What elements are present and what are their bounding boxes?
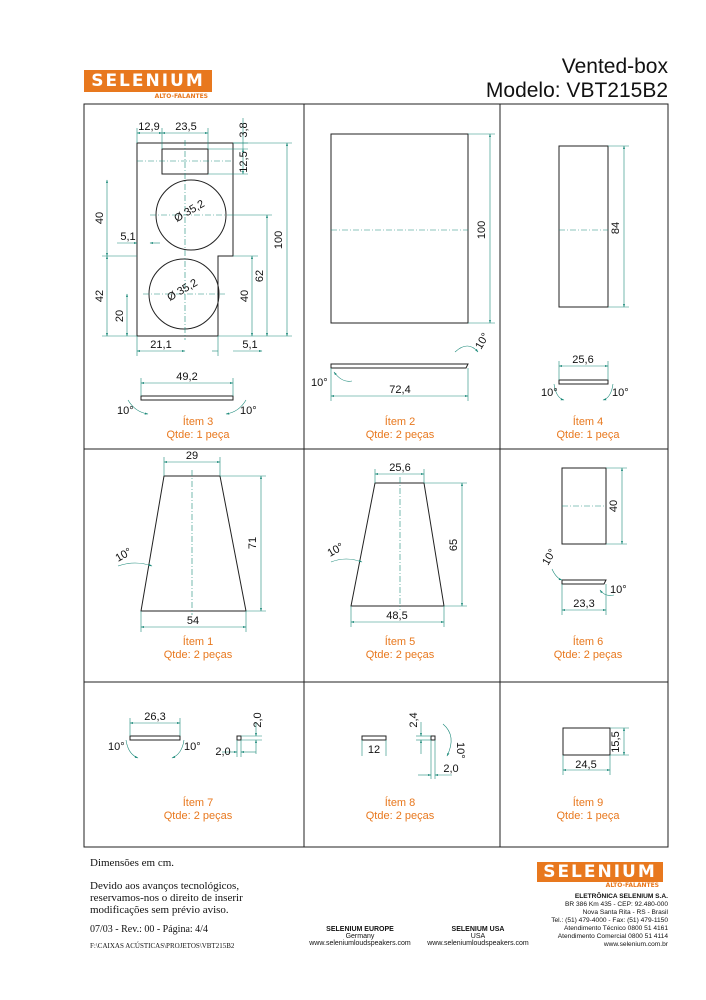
item5-trapezoid bbox=[351, 483, 444, 606]
item8-label: Ítem 8 bbox=[384, 797, 416, 809]
item7-section bbox=[237, 736, 241, 740]
dim-i5-bot485: 48,5 bbox=[386, 610, 408, 622]
dim-i3-bot51: 5,1 bbox=[242, 339, 258, 351]
revision: 07/03 - Rev.: 00 - Página: 4/4 bbox=[90, 924, 208, 935]
europe-contact bbox=[300, 926, 420, 947]
item4-label: Ítem 4 bbox=[572, 416, 604, 428]
dim-i8-w12: 12 bbox=[367, 744, 381, 756]
usa-contact bbox=[418, 926, 538, 947]
dim-i4-h84: 84 bbox=[610, 221, 622, 235]
dim-i3-slot: 12,5 bbox=[238, 151, 250, 173]
dim-i7-t20a: 2,0 bbox=[252, 712, 264, 728]
footer-brand-logo bbox=[537, 862, 663, 889]
dim-i3-r40: 40 bbox=[239, 289, 251, 303]
item6-side-view bbox=[562, 580, 606, 584]
address-line: BR 386 Km 435 - CEP: 92.480-000 bbox=[565, 901, 668, 908]
item8-qty: Qtde: 2 peças bbox=[365, 810, 435, 822]
address-line: Tel.: (51) 479-4000 - Fax: (51) 479-1150 bbox=[551, 917, 668, 924]
dim-i3-bot211: 21,1 bbox=[150, 339, 172, 351]
item5-drawing bbox=[331, 469, 467, 627]
company-address bbox=[551, 893, 668, 949]
footer-logo-text: SELENIUM bbox=[537, 862, 663, 882]
dim-i5-top256: 25,6 bbox=[389, 462, 411, 474]
angle-label: 10° bbox=[473, 331, 492, 352]
dim-i9-w245: 24,5 bbox=[575, 759, 597, 771]
dim-i3-left42: 42 bbox=[94, 289, 106, 303]
item9-panel bbox=[563, 728, 610, 755]
europe-title: SELENIUM EUROPE bbox=[326, 926, 394, 933]
address-line: Atendimento Comercial 0800 51 4114 bbox=[557, 933, 668, 940]
item4-side-view bbox=[559, 380, 608, 384]
item3-side-view bbox=[141, 396, 233, 400]
dim-i2-w724: 72,4 bbox=[389, 384, 411, 396]
dim-i5-h65: 65 bbox=[448, 538, 460, 552]
dim-i3-r62: 62 bbox=[254, 269, 266, 283]
angle-label: 10° bbox=[612, 387, 629, 399]
angle-label: 10° bbox=[311, 377, 328, 389]
units-note: Dimensões em cm. bbox=[90, 857, 175, 869]
item3-drawing bbox=[102, 118, 292, 414]
item7-label: Ítem 7 bbox=[182, 797, 214, 809]
item2-label: Ítem 2 bbox=[384, 416, 416, 428]
dim-i3-dia1: Ø 35,2 bbox=[172, 197, 207, 225]
angle-label: 10° bbox=[325, 540, 346, 560]
item1-label: Ítem 1 bbox=[182, 636, 214, 648]
item9-label: Ítem 9 bbox=[572, 797, 604, 809]
dim-i7-t20b: 2,0 bbox=[215, 746, 231, 758]
notice-line: modificações sem prévio aviso. bbox=[90, 904, 229, 916]
dim-i3-port: 5,1 bbox=[120, 231, 136, 243]
notice bbox=[90, 880, 243, 916]
usa-country: USA bbox=[470, 933, 486, 940]
item7-qty: Qtde: 2 peças bbox=[163, 810, 233, 822]
europe-country: Germany bbox=[345, 933, 375, 940]
angle-label: 10° bbox=[610, 584, 627, 596]
dim-i3-h100: 100 bbox=[273, 230, 285, 250]
item3-qty: Qtde: 1 peça bbox=[166, 429, 230, 441]
dim-i3-left40: 40 bbox=[94, 211, 106, 225]
footer-logo-subtitle: ALTO-FALANTES bbox=[605, 882, 659, 889]
item2-qty: Qtde: 2 peças bbox=[365, 429, 435, 441]
item3-label: Ítem 3 bbox=[182, 416, 214, 428]
dim-i8-w20: 2,0 bbox=[443, 763, 459, 775]
brand-logo-text: SELENIUM bbox=[84, 70, 212, 92]
title-line-2: Modelo: VBT215B2 bbox=[485, 79, 668, 102]
dim-i7-w263: 26,3 bbox=[144, 711, 166, 723]
dim-i2-h100: 100 bbox=[476, 220, 488, 240]
item5-qty: Qtde: 2 peças bbox=[365, 649, 435, 661]
dim-i1-h71: 71 bbox=[247, 536, 259, 550]
angle-label: 10° bbox=[108, 741, 125, 753]
dim-i1-top29: 29 bbox=[185, 450, 199, 462]
dim-i6-h40: 40 bbox=[608, 499, 620, 513]
notice-line: Devido aos avanços tecnológicos, bbox=[90, 880, 240, 892]
dim-i9-h155: 15,5 bbox=[610, 731, 622, 753]
item4-qty: Qtde: 1 peça bbox=[556, 429, 620, 441]
dim-i3-dia2: Ø 35,2 bbox=[165, 276, 200, 304]
usa-title: SELENIUM USA bbox=[451, 926, 505, 933]
item2-drawing bbox=[331, 134, 495, 401]
dim-i4-w256: 25,6 bbox=[572, 354, 594, 366]
europe-web[interactable]: www.seleniumloudspeakers.com bbox=[309, 940, 411, 947]
item6-qty: Qtde: 2 peças bbox=[553, 649, 623, 661]
dim-i3-top-c: 3,8 bbox=[238, 122, 250, 138]
company-website[interactable]: www.selenium.com.br bbox=[603, 941, 668, 948]
item7-strip bbox=[130, 736, 180, 740]
address-line: Nova Santa Rita - RS - Brasil bbox=[582, 909, 668, 916]
item8-section bbox=[431, 736, 435, 740]
angle-label: 10° bbox=[184, 741, 201, 753]
company-name: ELETRÔNICA SELENIUM S.A. bbox=[574, 893, 668, 900]
dim-i3-top-a: 12,9 bbox=[138, 121, 160, 133]
item2-side-view bbox=[331, 364, 468, 368]
angle-label: 10° bbox=[113, 545, 134, 565]
dim-i1-bot54: 54 bbox=[186, 615, 200, 627]
item9-qty: Qtde: 1 peça bbox=[556, 810, 620, 822]
item5-label: Ítem 5 bbox=[384, 636, 416, 648]
brand-logo-subtitle: ALTO-FALANTES bbox=[154, 93, 208, 100]
dim-i3-top-b: 23,5 bbox=[175, 121, 197, 133]
item2-panel bbox=[331, 134, 468, 323]
item6-label: Ítem 6 bbox=[572, 636, 604, 648]
usa-web[interactable]: www.seleniumloudspeakers.com bbox=[427, 940, 529, 947]
notice-line: reservamos-nos o direito de inserir bbox=[90, 892, 243, 904]
item4-panel bbox=[559, 146, 608, 307]
angle-label: 10° bbox=[454, 742, 466, 759]
dim-i3-left20: 20 bbox=[114, 309, 126, 323]
file-path: F:\CAIXAS ACÚSTICAS\PROJETOS\VBT215B2 bbox=[90, 942, 235, 950]
address-line: Atendimento Técnico 0800 51 4161 bbox=[564, 925, 668, 932]
angle-label: 10° bbox=[540, 547, 559, 568]
dim-i8-h24: 2,4 bbox=[408, 712, 420, 728]
angle-label: 10° bbox=[541, 387, 558, 399]
title-line-1: Vented-box bbox=[561, 55, 668, 78]
item8-strip bbox=[362, 736, 386, 740]
angle-label: 10° bbox=[240, 405, 257, 417]
dim-i6-w233: 23,3 bbox=[573, 598, 595, 610]
item1-drawing bbox=[118, 457, 266, 632]
item1-trapezoid bbox=[141, 476, 246, 611]
dim-i3-side: 49,2 bbox=[176, 371, 198, 383]
angle-label: 10° bbox=[117, 405, 134, 417]
item1-qty: Qtde: 2 peças bbox=[163, 649, 233, 661]
